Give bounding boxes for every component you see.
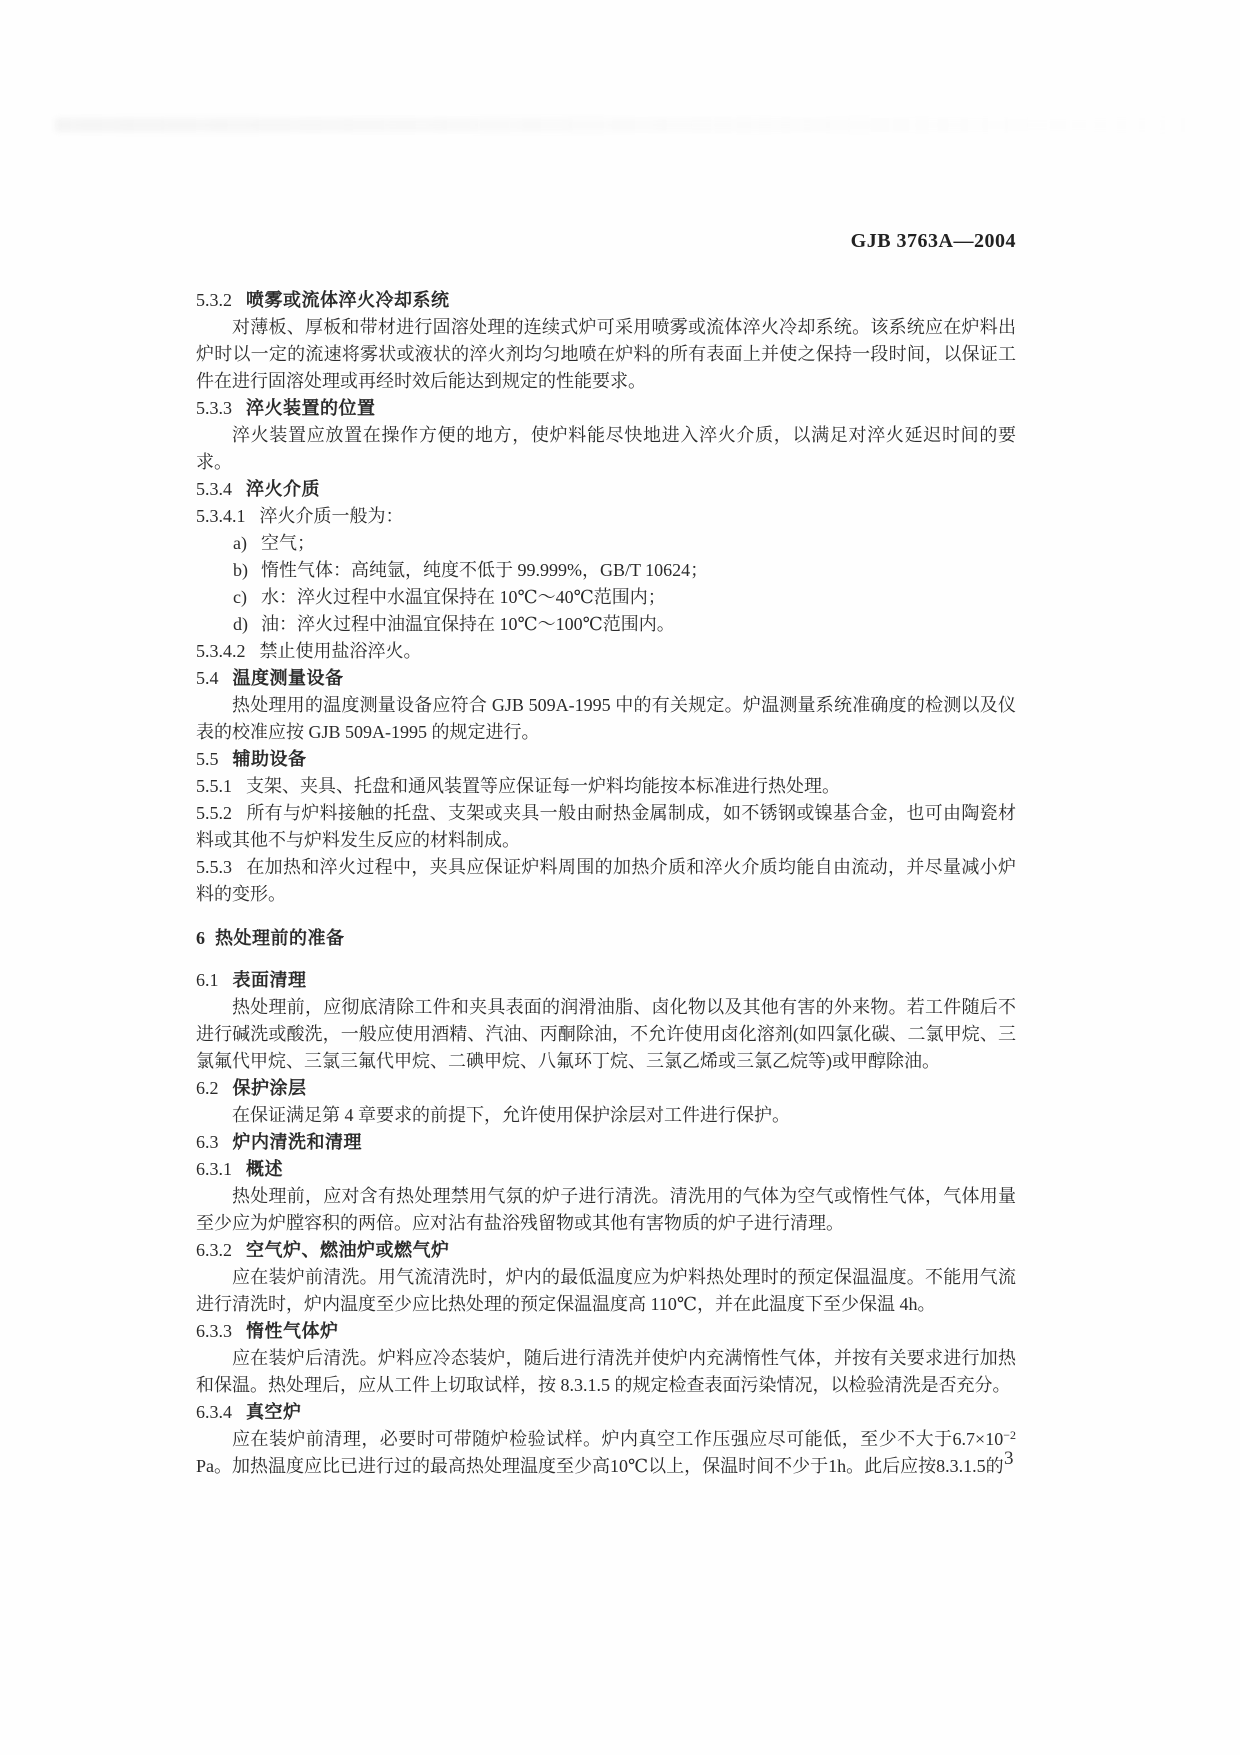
- para-6-3-4: 应在装炉前清理，必要时可带随炉检验试样。炉内真空工作压强应尽可能低，至少不大于$6.7\times 10^{-2}$ Pa。加热温度应比已进行过的最高热处理温度至少高10℃以上，保温时间不少于1h。此后应按8.3.1.5的: [196, 1428, 1016, 1476]
- clause-title: 炉内清洗和清理: [232, 1132, 362, 1153]
- clause-5-5-3: 5.5.3 在加热和淬火过程中，夹具应保证炉料周围的加热介质和淬火介质均能自由流动，并尽量减小炉料的变形。: [196, 857, 1016, 904]
- clause-title: 辅助设备: [232, 749, 307, 770]
- para-6-1: 热处理前，应彻底清除工件和夹具表面的润滑油脂、卤化物以及其他有害的外来物。若工件随后不进行碱洗或酸洗，一般应使用酒精、汽油、丙酮除油，不允许使用卤化溶剂(如四氯化碳、二氯甲烷、三氯氟代甲烷、三氯三氟代甲烷、二碘甲烷、八氟环丁烷、三氯乙烯或三氯乙烷等)或甲醇除油。: [196, 997, 1016, 1071]
- para-5-3-3: 淬火装置应放置在操作方便的地方，使炉料能尽快地进入淬火介质，以满足对淬火延迟时间的要求。: [196, 425, 1016, 472]
- scan-artifact-band: [55, 118, 1195, 132]
- list-item-marker: d): [233, 614, 248, 634]
- para-5-4: 热处理用的温度测量设备应符合 GJB 509A-1995 中的有关规定。炉温测量系统准确度的检测以及仪表的校准应按 GJB 509A-1995 的规定进行。: [196, 695, 1016, 742]
- clause-title: 保护涂层: [232, 1078, 307, 1099]
- para-6-3-3: 应在装炉后清洗。炉料应冷态装炉，随后进行清洗并使炉内充满惰性气体，并按有关要求进行加热和保温。热处理后，应从工件上切取试样，按 8.3.1.5 的规定检查表面污染情况，以检验清洗是否充分。: [196, 1348, 1016, 1395]
- clause-number: 6.3: [196, 1132, 219, 1152]
- heading-6-3-4: [196, 1399, 1016, 1426]
- clause-number: 6.3.3: [196, 1321, 232, 1341]
- list-item-text: 油：淬火过程中油温宜保持在 10℃～100℃范围内。: [261, 614, 675, 634]
- clause-number: 5.3.4: [196, 479, 232, 499]
- heading-5-3-3: [196, 395, 1016, 422]
- heading-6-2: [196, 1075, 1016, 1102]
- list-item: [196, 557, 1016, 584]
- para-5-3-2: 对薄板、厚板和带材进行固溶处理的连续式炉可采用喷雾或流体淬火冷却系统。该系统应在炉料出炉时以一定的流速将雾状或液状的淬火剂均匀地喷在炉料的所有表面上并使之保持一段时间，以保证工件在进行固溶处理或再经时效后能达到规定的性能要求。: [196, 317, 1016, 391]
- list-item-text: 水：淬火过程中水温宜保持在 10℃～40℃范围内；: [261, 587, 666, 607]
- clause-number: 5.5.2: [196, 803, 232, 823]
- clause-number: 6.1: [196, 970, 219, 990]
- clause-5-5-1: 5.5.1 支架、夹具、托盘和通风装置等应保证每一炉料均能按本标准进行热处理。: [196, 776, 840, 796]
- clause-5-5-2: 5.5.2 所有与炉料接触的托盘、支架或夹具一般由耐热金属制成，如不锈钢或镍基合金，也可由陶瓷材料或其他不与炉料发生反应的材料制成。: [196, 803, 1016, 850]
- para-6-2: 在保证满足第 4 章要求的前提下，允许使用保护涂层对工件进行保护。: [232, 1105, 790, 1125]
- heading-6-3-3: [196, 1318, 1016, 1345]
- clause-title: 概述: [246, 1159, 283, 1180]
- clause-title: 淬火装置的位置: [246, 398, 376, 419]
- document-content: [196, 228, 1016, 1480]
- list-item-marker: b): [233, 560, 248, 580]
- clause-number: 6.3.2: [196, 1240, 232, 1260]
- heading-6-3: [196, 1129, 1016, 1156]
- clause-number: 5.5: [196, 749, 219, 769]
- clause-number: 5.3.2: [196, 290, 232, 310]
- clause-5-3-4-2: 5.3.4.2 禁止使用盐浴淬火。: [196, 641, 422, 661]
- heading-5-3-4: [196, 476, 1016, 503]
- clause-number: 6.2: [196, 1078, 219, 1098]
- heading-6-1: [196, 967, 1016, 994]
- clause-number: 5.3.4.2: [196, 641, 246, 661]
- list-item-marker: a): [233, 533, 247, 553]
- clause-number: 5.3.3: [196, 398, 232, 418]
- clause-title: 真空炉: [246, 1402, 302, 1423]
- quench-media-list: [196, 530, 1016, 638]
- clause-title: 惰性气体炉: [246, 1321, 339, 1342]
- clause-title: 喷雾或流体淬火冷却系统: [246, 290, 450, 311]
- clause-title: 温度测量设备: [232, 668, 344, 689]
- list-item-marker: c): [233, 587, 247, 607]
- clause-title: 表面清理: [232, 970, 307, 991]
- clause-5-3-4-1: 5.3.4.1 淬火介质一般为：: [196, 506, 404, 526]
- clause-number: 5.5.3: [196, 857, 232, 877]
- list-item: [196, 584, 1016, 611]
- para-6-3-1: 热处理前，应对含有热处理禁用气氛的炉子进行清洗。清洗用的气体为空气或惰性气体，气体用量至少应为炉膛容积的两倍。应对沾有盐浴残留物或其他有害物质的炉子进行清理。: [196, 1186, 1016, 1233]
- heading-5-4: [196, 665, 1016, 692]
- list-item: [196, 611, 1016, 638]
- clause-number: 6: [196, 928, 205, 948]
- heading-5-5: [196, 746, 1016, 773]
- list-item-text: 惰性气体：高纯氩，纯度不低于 99.999%，GB/T 10624；: [261, 560, 709, 580]
- para-6-3-2: 应在装炉前清洗。用气流清洗时，炉内的最低温度应为炉料热处理时的预定保温温度。不能用气流进行清洗时，炉内温度至少应比热处理的预定保温温度高 110℃，并在此温度下至少保温 4h。: [196, 1267, 1016, 1314]
- clause-title: 热处理前的准备: [215, 928, 345, 949]
- clause-number: 6.3.4: [196, 1402, 232, 1422]
- document-body: [196, 287, 1016, 1480]
- clause-title: 淬火介质: [246, 479, 320, 500]
- clause-title: 空气炉、燃油炉或燃气炉: [246, 1240, 450, 1261]
- heading-6-3-2: [196, 1237, 1016, 1264]
- standard-code-header: GJB 3763A—2004: [850, 230, 1016, 252]
- superscript-exponent: −2: [1003, 1428, 1016, 1442]
- heading-6: [196, 925, 1016, 952]
- clause-number: 5.3.4.1: [196, 506, 246, 526]
- clause-number: 5.5.1: [196, 776, 232, 796]
- clause-number: 6.3.1: [196, 1159, 232, 1179]
- clause-number: 5.4: [196, 668, 219, 688]
- heading-6-3-1: [196, 1156, 1016, 1183]
- list-item: [196, 530, 1016, 557]
- list-item-text: 空气；: [261, 533, 315, 553]
- heading-5-3-2: [196, 287, 1016, 314]
- page-number: 3: [1004, 1448, 1014, 1469]
